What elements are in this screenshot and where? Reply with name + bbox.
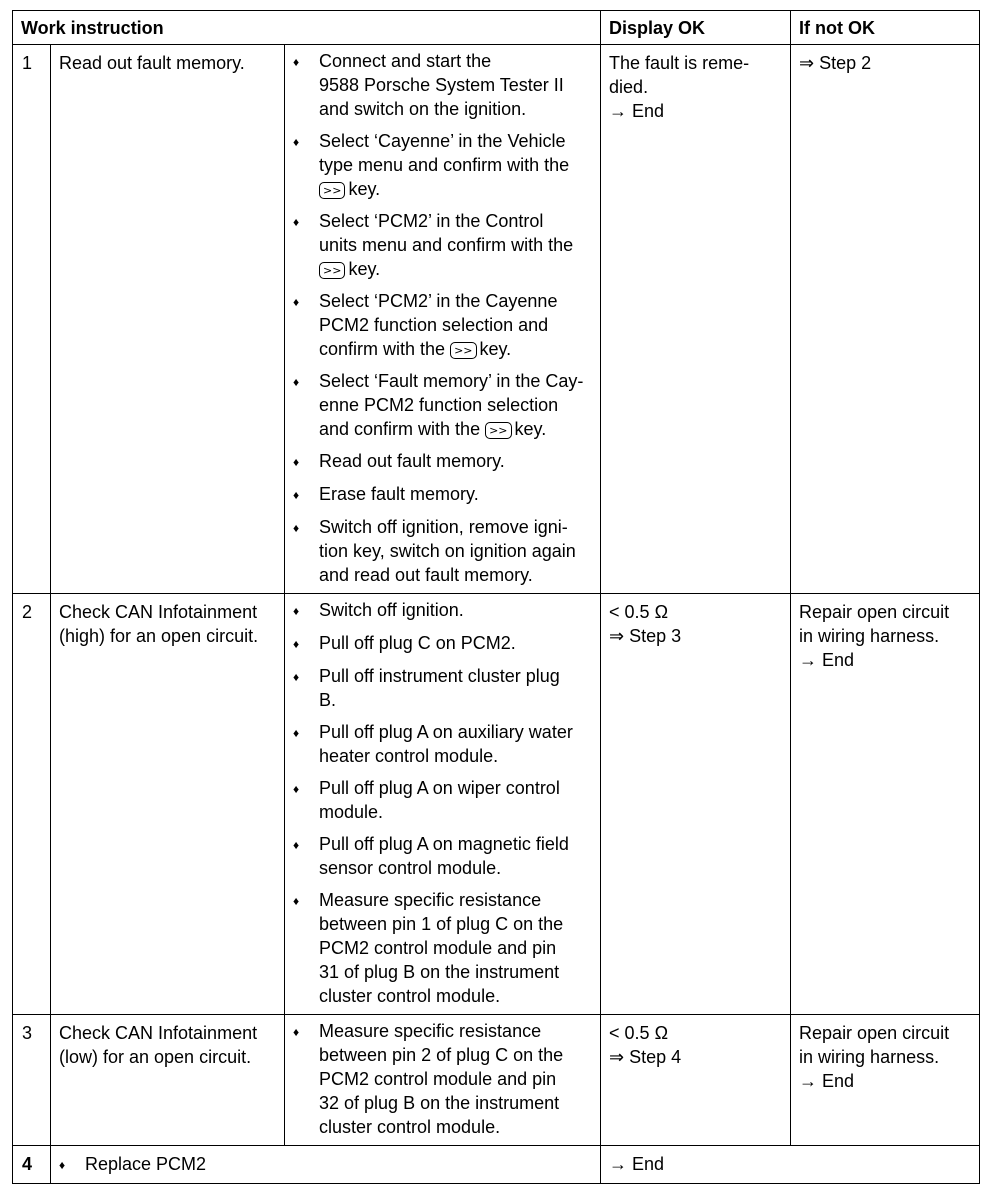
diamond-bullet-icon: ♦ bbox=[293, 488, 300, 502]
header-display-ok: Display OK bbox=[601, 11, 791, 45]
action-item bbox=[293, 598, 594, 623]
action-item bbox=[293, 129, 594, 201]
work-instruction-table bbox=[12, 10, 980, 1184]
diamond-bullet-icon: ♦ bbox=[293, 1025, 300, 1039]
action-text: B. bbox=[319, 690, 337, 710]
action-text: key. bbox=[348, 179, 381, 199]
action-item bbox=[293, 888, 594, 1008]
step-actions bbox=[285, 1015, 601, 1146]
step-number: 4 bbox=[13, 1146, 51, 1184]
display-ok-text: < 0.5 Ω bbox=[609, 1023, 669, 1043]
action-text: Select ‘PCM2’ in the Cayenne bbox=[319, 291, 558, 311]
action-item bbox=[293, 1019, 594, 1139]
diamond-bullet-icon: ♦ bbox=[293, 215, 300, 229]
action-text: confirm with the bbox=[319, 339, 446, 359]
header-work-instruction: Work instruction bbox=[13, 11, 601, 45]
action-text: heater control module. bbox=[319, 746, 499, 766]
diamond-bullet-icon: ♦ bbox=[293, 726, 300, 740]
if-not-ok-text: ⇒ Step 2 bbox=[799, 53, 872, 73]
action-text: and confirm with the bbox=[319, 419, 481, 439]
action-text: Erase fault memory. bbox=[319, 484, 479, 504]
display-ok-cell: → End bbox=[601, 1146, 980, 1184]
action-text: enne PCM2 function selection bbox=[319, 395, 559, 415]
action-text: and switch on the ignition. bbox=[319, 99, 527, 119]
diamond-bullet-icon: ♦ bbox=[293, 604, 300, 618]
diamond-bullet-icon: ♦ bbox=[293, 55, 300, 69]
action-text: tion key, switch on ignition again bbox=[319, 541, 576, 561]
instruction-text: (high) for an open circuit. bbox=[59, 626, 259, 646]
header-row bbox=[13, 11, 980, 45]
action-text: between pin 1 of plug C on the bbox=[319, 914, 564, 934]
action-item bbox=[293, 776, 594, 824]
display-ok-cell bbox=[601, 594, 791, 1015]
instruction-text: Replace PCM2 bbox=[85, 1154, 207, 1174]
action-text: Select ‘Cayenne’ in the Vehicle bbox=[319, 131, 566, 151]
action-text: PCM2 control module and pin bbox=[319, 1069, 557, 1089]
action-text: Measure specific resistance bbox=[319, 890, 542, 910]
if-not-ok-cell bbox=[791, 1015, 980, 1146]
action-text: module. bbox=[319, 802, 384, 822]
action-item bbox=[293, 49, 594, 121]
if-not-ok-text: → End bbox=[799, 1071, 855, 1091]
display-ok-cell bbox=[601, 1015, 791, 1146]
action-text: PCM2 control module and pin bbox=[319, 938, 557, 958]
display-ok-text: < 0.5 Ω bbox=[609, 602, 669, 622]
action-text: key. bbox=[514, 419, 547, 439]
display-ok-text: died. bbox=[609, 77, 649, 97]
step-instruction bbox=[51, 594, 285, 1015]
action-text: key. bbox=[479, 339, 512, 359]
step-row-1 bbox=[13, 45, 980, 594]
action-text: Read out fault memory. bbox=[319, 451, 505, 471]
action-item bbox=[293, 449, 594, 474]
action-item bbox=[293, 515, 594, 587]
action-item bbox=[293, 289, 594, 361]
action-text: Pull off plug A on auxiliary water bbox=[319, 722, 573, 742]
action-item bbox=[293, 832, 594, 880]
instruction-text: Read out fault memory. bbox=[59, 53, 245, 73]
diamond-bullet-icon: ♦ bbox=[293, 838, 300, 852]
display-ok-text: → End bbox=[609, 101, 665, 121]
action-text: between pin 2 of plug C on the bbox=[319, 1045, 564, 1065]
header-if-not-ok: If not OK bbox=[791, 11, 980, 45]
diamond-bullet-icon: ♦ bbox=[293, 782, 300, 796]
step-actions bbox=[285, 45, 601, 594]
action-text: cluster control module. bbox=[319, 1117, 501, 1137]
action-item bbox=[293, 631, 594, 656]
display-ok-text: ⇒ Step 3 bbox=[609, 626, 682, 646]
forward-key-icon: >> bbox=[450, 342, 476, 359]
instruction-text: Check CAN Infotainment bbox=[59, 602, 258, 622]
action-text: Measure specific resistance bbox=[319, 1021, 542, 1041]
diamond-bullet-icon: ♦ bbox=[293, 637, 300, 651]
instruction-text: (low) for an open circuit. bbox=[59, 1047, 252, 1067]
diamond-bullet-icon: ♦ bbox=[293, 375, 300, 389]
action-text: Pull off plug C on PCM2. bbox=[319, 633, 516, 653]
action-text: Switch off ignition, remove igni- bbox=[319, 517, 568, 537]
action-text: 32 of plug B on the instrument bbox=[319, 1093, 560, 1113]
action-text: Pull off plug A on wiper control bbox=[319, 778, 560, 798]
forward-key-icon: >> bbox=[319, 262, 345, 279]
step-actions bbox=[285, 594, 601, 1015]
step-row-4 bbox=[13, 1146, 980, 1184]
step-number: 1 bbox=[13, 45, 51, 594]
display-ok-cell bbox=[601, 45, 791, 594]
forward-key-icon: >> bbox=[319, 182, 345, 199]
action-text: Switch off ignition. bbox=[319, 600, 464, 620]
if-not-ok-text: Repair open circuit bbox=[799, 602, 950, 622]
diamond-bullet-icon: ♦ bbox=[293, 521, 300, 535]
action-item bbox=[293, 482, 594, 507]
step-number: 3 bbox=[13, 1015, 51, 1146]
action-text: Pull off instrument cluster plug bbox=[319, 666, 560, 686]
action-text: 9588 Porsche System Tester II bbox=[319, 75, 564, 95]
display-ok-text: ⇒ Step 4 bbox=[609, 1047, 682, 1067]
diamond-bullet-icon: ♦ bbox=[293, 295, 300, 309]
step-number: 2 bbox=[13, 594, 51, 1015]
display-ok-text: The fault is reme- bbox=[609, 53, 750, 73]
diamond-bullet-icon: ♦ bbox=[293, 670, 300, 684]
step-row-3 bbox=[13, 1015, 980, 1146]
diamond-bullet-icon: ♦ bbox=[59, 1158, 66, 1172]
if-not-ok-text: → End bbox=[799, 650, 855, 670]
work-instruction-document bbox=[12, 10, 980, 1184]
action-item bbox=[293, 664, 594, 712]
diamond-bullet-icon: ♦ bbox=[293, 894, 300, 908]
diamond-bullet-icon: ♦ bbox=[293, 135, 300, 149]
if-not-ok-text: Repair open circuit bbox=[799, 1023, 950, 1043]
action-text: Select ‘Fault memory’ in the Cay- bbox=[319, 371, 584, 391]
action-text: and read out fault memory. bbox=[319, 565, 533, 585]
instruction-text: Check CAN Infotainment bbox=[59, 1023, 258, 1043]
diamond-bullet-icon: ♦ bbox=[293, 455, 300, 469]
action-text: Connect and start the bbox=[319, 51, 492, 71]
action-item bbox=[293, 369, 594, 441]
step-instruction bbox=[51, 1146, 601, 1184]
action-text: PCM2 function selection and bbox=[319, 315, 549, 335]
action-text: units menu and confirm with the bbox=[319, 235, 574, 255]
action-text: key. bbox=[348, 259, 381, 279]
if-not-ok-text: in wiring harness. bbox=[799, 626, 940, 646]
if-not-ok-cell bbox=[791, 45, 980, 594]
if-not-ok-cell bbox=[791, 594, 980, 1015]
step-instruction bbox=[51, 45, 285, 594]
step-instruction bbox=[51, 1015, 285, 1146]
action-text: type menu and confirm with the bbox=[319, 155, 570, 175]
action-text: Select ‘PCM2’ in the Control bbox=[319, 211, 544, 231]
action-text: Pull off plug A on magnetic field bbox=[319, 834, 569, 854]
step-row-2 bbox=[13, 594, 980, 1015]
if-not-ok-text: in wiring harness. bbox=[799, 1047, 940, 1067]
forward-key-icon: >> bbox=[485, 422, 511, 439]
action-text: sensor control module. bbox=[319, 858, 502, 878]
action-item bbox=[293, 720, 594, 768]
action-text: cluster control module. bbox=[319, 986, 501, 1006]
action-item bbox=[293, 209, 594, 281]
action-text: 31 of plug B on the instrument bbox=[319, 962, 560, 982]
